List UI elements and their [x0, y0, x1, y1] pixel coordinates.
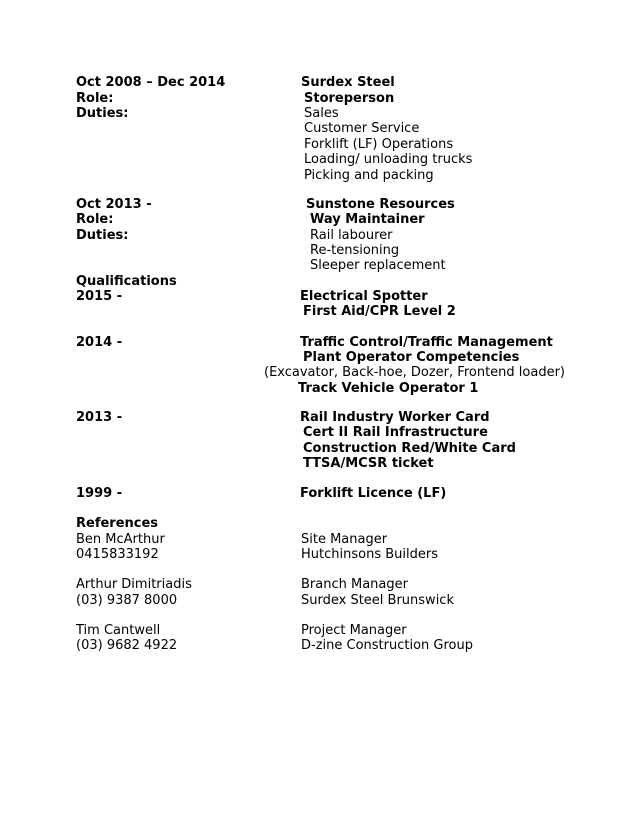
qualification-item: Rail Industry Worker Card [300, 410, 490, 425]
duty-item: Rail labourer [310, 228, 393, 243]
qualification-item: Traffic Control/Traffic Management [300, 335, 553, 350]
qualification-detail: (Excavator, Back-hoe, Dozer, Frontend loader) [264, 365, 565, 380]
reference-company: Surdex Steel Brunswick [301, 593, 454, 608]
reference-title: Project Manager [301, 623, 407, 638]
duty-item: Re-tensioning [310, 243, 400, 258]
qualification-year: 2015 - [76, 289, 123, 304]
reference-company: Hutchinsons Builders [301, 547, 438, 562]
employment-company: Sunstone Resources [306, 197, 455, 212]
qualification-item: Construction Red/White Card [303, 441, 516, 456]
role-label: Role: [76, 212, 114, 227]
duty-item: Customer Service [304, 121, 420, 136]
duty-item: Forklift (LF) Operations [304, 137, 454, 152]
qualification-item: TTSA/MCSR ticket [303, 456, 434, 471]
employment-role: Way Maintainer [310, 212, 425, 227]
duties-label: Duties: [76, 106, 129, 121]
reference-company: D-zine Construction Group [301, 638, 473, 653]
employment-period: Oct 2008 – Dec 2014 [76, 75, 226, 90]
qualification-item: Cert II Rail Infrastructure [303, 425, 488, 440]
reference-phone: 0415833192 [76, 547, 159, 562]
reference-title: Branch Manager [301, 577, 408, 592]
duties-label: Duties: [76, 228, 129, 243]
qualification-year: 1999 - [76, 486, 123, 501]
qualification-item: Plant Operator Competencies [303, 350, 520, 365]
duty-item: Loading/ unloading trucks [304, 152, 473, 167]
references-heading: References [76, 516, 159, 531]
duty-item: Sales [304, 106, 339, 121]
qualification-item: Electrical Spotter [300, 289, 428, 304]
employment-company: Surdex Steel [301, 75, 395, 90]
qualification-item: Track Vehicle Operator 1 [298, 381, 479, 396]
role-label: Role: [76, 91, 114, 106]
duty-item: Sleeper replacement [310, 258, 446, 273]
employment-period: Oct 2013 - [76, 197, 152, 212]
qualification-year: 2013 - [76, 410, 123, 425]
qualifications-heading: Qualifications [76, 274, 177, 289]
reference-name: Ben McArthur [76, 532, 165, 547]
reference-phone: (03) 9387 8000 [76, 593, 178, 608]
reference-phone: (03) 9682 4922 [76, 638, 178, 653]
employment-role: Storeperson [304, 91, 395, 106]
reference-title: Site Manager [301, 532, 388, 547]
duty-item: Picking and packing [304, 168, 434, 183]
qualification-item: First Aid/CPR Level 2 [303, 304, 456, 319]
reference-name: Tim Cantwell [76, 623, 161, 638]
qualification-year: 2014 - [76, 335, 123, 350]
reference-name: Arthur Dimitriadis [76, 577, 192, 592]
qualification-item: Forklift Licence (LF) [300, 486, 447, 501]
